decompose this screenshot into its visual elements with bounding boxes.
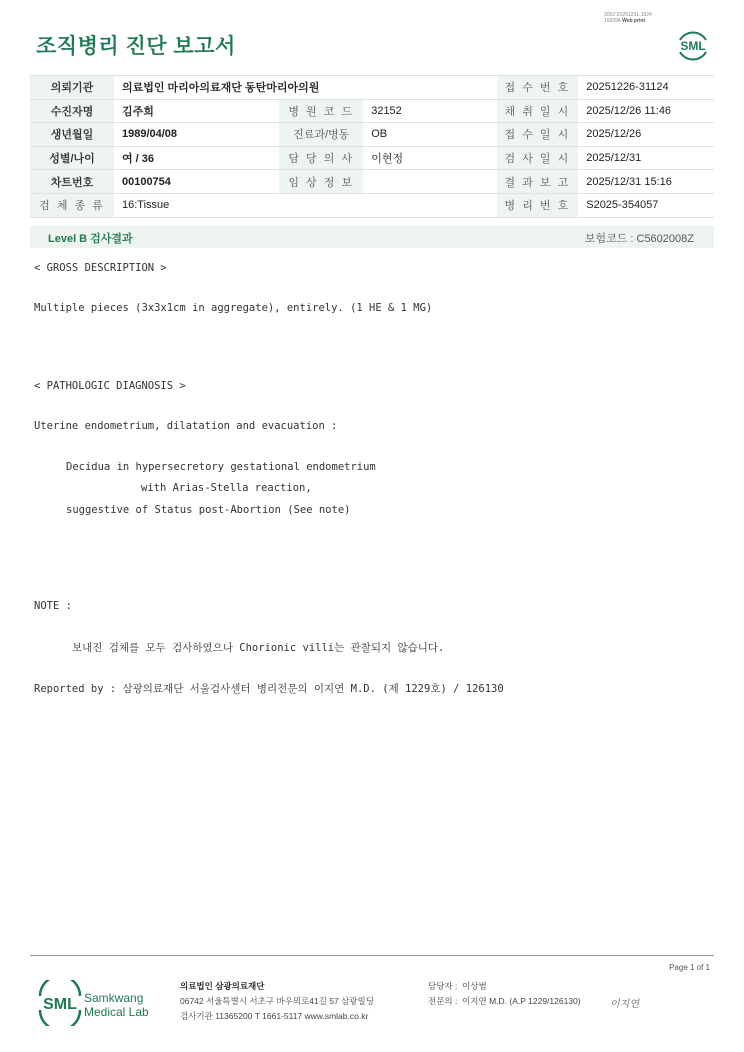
specimen-value: 16:Tissue	[114, 193, 497, 217]
report-date-value: 2025/12/31 15:16	[578, 170, 714, 194]
staff-value: 이상범	[462, 981, 487, 991]
doctor-value: 이현정	[363, 146, 496, 170]
result-level-title: Level B 검사결과	[48, 233, 133, 245]
path-no-label: 병 리 번 호	[497, 193, 579, 217]
web-print-label: Web print	[622, 18, 646, 24]
insurance-code: 보험코드 : C5602008Z	[584, 233, 694, 245]
diagnosis-line-3: with Arias-Stella reaction,	[141, 482, 312, 494]
samkwang-logo	[36, 980, 166, 1026]
page-number: Page 1 of 1	[669, 963, 710, 972]
dob-value: 1989/04/08	[114, 123, 279, 147]
reported-by: Reported by : 삼광의료재단 서울검사센터 병리전문의 이지연 M.D. (제 1229호) / 126130	[34, 683, 504, 695]
clinical-info-label: 임 상 정 보	[279, 170, 363, 194]
note-text: 보내진 검체를 모두 검사하였으나 Chorionic villi는 관찰되지 않습니다.	[72, 642, 445, 654]
gross-heading: < GROSS DESCRIPTION >	[34, 262, 167, 274]
chart-no-label: 차트번호	[30, 170, 114, 194]
collect-label: 채 취 일 시	[497, 99, 579, 123]
specimen-label: 검 체 종 류	[30, 193, 114, 217]
signature: 이지연	[610, 999, 639, 1010]
dept-value: OB	[363, 123, 496, 147]
receipt-no-value: 20251226-31124	[578, 76, 714, 100]
diagnosis-line-4: suggestive of Status post-Abortion (See note)	[66, 504, 351, 516]
document-code	[604, 12, 652, 24]
samkwang-logo-name-2: Medical Lab	[84, 1005, 149, 1019]
table-row	[30, 123, 714, 147]
hospital-code-value: 32152	[363, 99, 496, 123]
hospital-code-label: 병 원 코 드	[279, 99, 363, 123]
receipt-no-label: 접 수 번 호	[497, 76, 579, 100]
client-value: 의료법인 마리아의료재단 동탄마리아의원	[114, 76, 497, 100]
document-code-line2	[604, 18, 652, 24]
gross-text: Multiple pieces (3x3x1cm in aggregate), entirely. (1 HE & 1 MG)	[34, 302, 433, 314]
patient-info-table	[30, 75, 714, 218]
org-info	[180, 979, 374, 1024]
org-name: 의료법인 삼광의료재단	[180, 981, 265, 991]
patient-label: 수진자명	[30, 99, 114, 123]
staff-label: 담당자 :	[428, 981, 458, 991]
note-heading: NOTE :	[34, 600, 72, 612]
receipt-date-value: 2025/12/26	[578, 123, 714, 147]
page-title: 조직병리 진단 보고서	[36, 35, 236, 58]
staff-info	[428, 979, 581, 1009]
receipt-date-label: 접 수 일 시	[497, 123, 579, 147]
sex-age-label: 성별/나이	[30, 146, 114, 170]
sml-logo-text: SML	[680, 39, 706, 53]
org-contact: 검사기관 11365200 T 1661-5117 www.smlab.co.kr	[180, 1011, 369, 1021]
org-address: 06742 서울특별시 서초구 바우뫼로41길 57 삼광빌딩	[180, 996, 374, 1006]
report-date-label: 결 과 보 고	[497, 170, 579, 194]
dept-label: 진료과/병동	[279, 123, 363, 147]
table-row	[30, 193, 714, 217]
patient-value: 김주희	[114, 99, 279, 123]
diagnosis-line-1: Uterine endometrium, dilatation and evacuation :	[34, 420, 338, 432]
exam-date-label: 검 사 일 시	[497, 146, 579, 170]
diagnosis-heading: < PATHOLOGIC DIAGNOSIS >	[34, 380, 186, 392]
doctor-label: 담 당 의 사	[279, 146, 363, 170]
samkwang-logo-name-1: Samkwang	[84, 991, 144, 1005]
footer-divider	[30, 955, 714, 956]
specialist-value: 이지연 M.D. (A.P 1229/126130)	[462, 996, 581, 1006]
path-no-value: S2025-354057	[578, 193, 714, 217]
sml-logo	[674, 26, 712, 64]
document-code-number: 102094	[604, 18, 621, 24]
document-code-line1: 3052-20251231-1524	[604, 12, 652, 18]
table-row	[30, 99, 714, 123]
collect-value: 2025/12/26 11:46	[578, 99, 714, 123]
chart-no-value: 00100754	[114, 170, 279, 194]
exam-date-value: 2025/12/31	[578, 146, 714, 170]
dob-label: 생년월일	[30, 123, 114, 147]
specialist-label: 전문의 :	[428, 996, 458, 1006]
client-label: 의뢰기관	[30, 76, 114, 100]
diagnosis-line-2: Decidua in hypersecretory gestational endometrium	[66, 461, 376, 473]
table-row	[30, 170, 714, 194]
table-row	[30, 146, 714, 170]
sex-age-value: 여 / 36	[114, 146, 279, 170]
table-row	[30, 76, 714, 100]
samkwang-logo-sml: SML	[43, 996, 77, 1013]
clinical-info-value	[363, 170, 496, 194]
